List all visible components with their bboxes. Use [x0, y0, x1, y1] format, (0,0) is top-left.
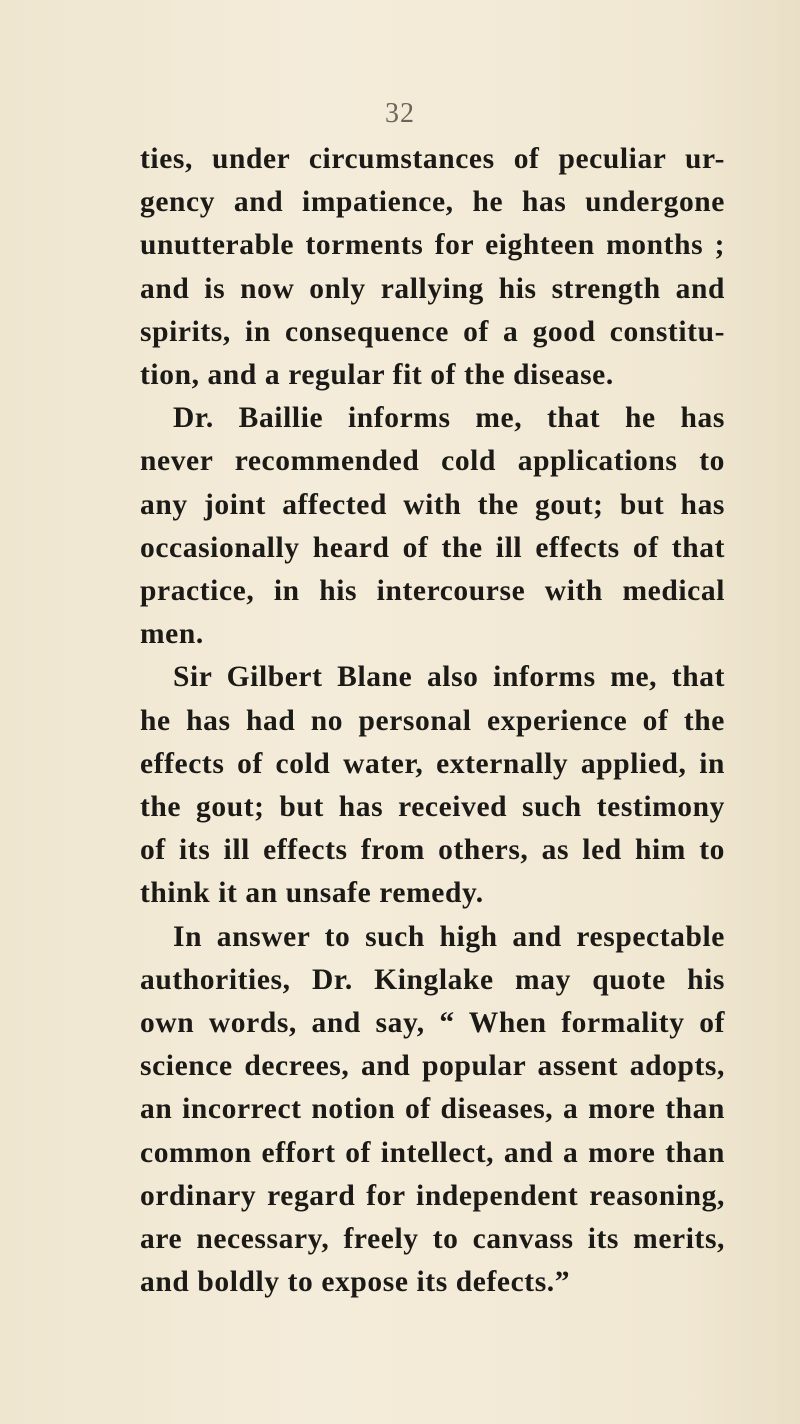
text-line: In answer to such high and respectable	[173, 920, 725, 953]
text-line: unutterable torments for eighteen months ;	[140, 229, 725, 262]
text-line: Dr. Baillie informs me, that he has	[173, 402, 725, 435]
text-line: Sir Gilbert Blane also informs me, that	[173, 661, 725, 694]
text-line: of its ill effects from others, as led him to	[140, 834, 725, 867]
text-line: occasionally heard of the ill effects of that	[140, 531, 725, 564]
text-line: and is now only rallying his strength and	[140, 272, 725, 305]
text-line: spirits, in consequence of a good constitu-	[140, 315, 725, 348]
text-line: gency and impatience, he has undergone	[140, 186, 725, 219]
text-line: effects of cold water, externally applied, in	[140, 747, 725, 780]
text-line: tion, and a regular fit of the disease.	[140, 359, 614, 392]
text-line: science decrees, and popular assent adopts,	[140, 1050, 725, 1083]
text-line: common effort of intellect, and a more than	[140, 1136, 725, 1169]
page-number: 32	[385, 98, 415, 129]
text-line: ties, under circumstances of peculiar ur-	[140, 143, 725, 175]
text-line: never recommended cold applications to	[140, 445, 725, 478]
text-line: are necessary, freely to canvass its merits,	[140, 1223, 725, 1256]
text-line: he has had no personal experience of the	[140, 704, 725, 737]
text-line: authorities, Dr. Kinglake may quote his	[140, 963, 725, 996]
text-line: men.	[140, 618, 204, 651]
text-line: practice, in his intercourse with medical	[140, 575, 725, 608]
body-text	[140, 138, 725, 1304]
text-line: the gout; but has received such testimony	[140, 791, 725, 824]
text-line: think it an unsafe remedy.	[140, 877, 484, 910]
text-line: an incorrect notion of diseases, a more than	[140, 1093, 725, 1126]
text-line: any joint affected with the gout; but has	[140, 488, 725, 521]
text-line: and boldly to expose its defects.”	[140, 1266, 571, 1299]
text-line: ordinary regard for independent reasoning,	[140, 1179, 725, 1212]
text-line: own words, and say, “ When formality of	[140, 1007, 725, 1040]
